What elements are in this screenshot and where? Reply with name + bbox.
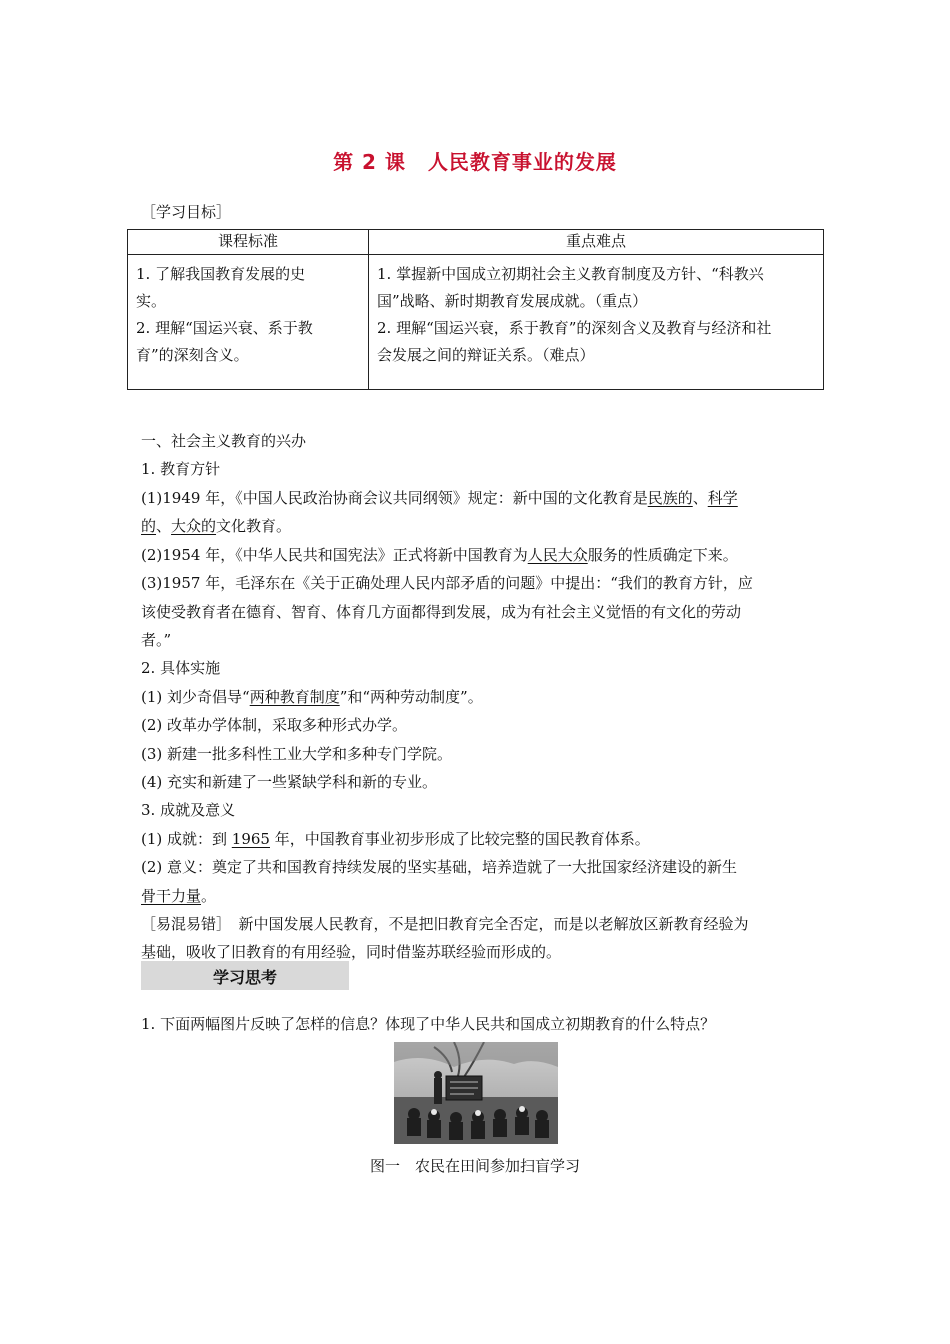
achievement-item: (1) 成就：到 1965 年，中国教育事业初步形成了比较完整的国民教育体系。 <box>141 830 650 848</box>
paragraph-1949: (1)1949 年，《中国人民政治协商会议共同纲领》规定：新中国的文化教育是民族的、科学 <box>141 489 738 507</box>
paragraph-1957-l1: (3)1957 年，毛泽东在《关于正确处理人民内部矛盾的问题》中提出：“我们的教育方针，应 <box>141 574 753 592</box>
section-heading: 一、社会主义教育的兴办 <box>141 432 307 450</box>
note-l1: ［易混易错］ 新中国发展人民教育，不是把旧教育完全否定，而是以老解放区新教育经验为 <box>141 915 749 933</box>
impl-item-4: (4) 充实和新建了一些紧缺学科和新的专业。 <box>141 773 438 791</box>
paragraph-1957-l2: 该使受教育者在德育、智育、体育几方面都得到发展，成为有社会主义觉悟的有文化的劳动 <box>141 603 742 621</box>
key-points-line: 1. 掌握新中国成立初期社会主义教育制度及方针、“科教兴 <box>377 265 764 283</box>
header-key-points: 重点难点 <box>369 230 824 255</box>
key-points-line: 会发展之间的辩证关系。（难点） <box>377 346 595 364</box>
course-standard-line: 实。 <box>136 292 167 310</box>
subheading-achievements: 3. 成就及意义 <box>141 801 236 819</box>
significance-l1: (2) 意义：奠定了共和国教育持续发展的坚实基础，培养造就了一大批国家经济建设的新生 <box>141 858 738 876</box>
key-points-line: 国”战略、新时期教育发展成就。（重点） <box>377 292 648 310</box>
paragraph-1949-cont: 的、大众的文化教育。 <box>141 517 292 535</box>
key-points-cell <box>369 255 824 390</box>
course-standard-line: 育”的深刻含义。 <box>136 346 249 364</box>
page-title: 第 2 课 人民教育事业的发展 <box>333 150 617 174</box>
paragraph-1954: (2)1954 年，《中华人民共和国宪法》正式将新中国教育为人民大众服务的性质确定下来。 <box>141 546 738 564</box>
paragraph-1957-l3: 者。” <box>141 631 172 649</box>
impl-item-1: (1) 刘少奇倡导“两种教育制度”和“两种劳动制度”。 <box>141 688 483 706</box>
study-banner-label: 学习思考 <box>212 968 277 987</box>
impl-item-2: (2) 改革办学体制，采取多种形式办学。 <box>141 716 408 734</box>
note-l2: 基础，吸收了旧教育的有用经验，同时借鉴苏联经验而形成的。 <box>141 943 562 961</box>
study-banner <box>141 961 349 990</box>
figure-photo <box>394 1042 558 1144</box>
impl-item-3: (3) 新建一批多科性工业大学和多种专门学院。 <box>141 745 453 763</box>
significance-l2: 骨干力量。 <box>141 887 217 905</box>
course-standard-line: 1. 了解我国教育发展的史 <box>136 265 306 283</box>
course-standard-cell <box>128 255 369 390</box>
figure-caption: 图一 农民在田间参加扫盲学习 <box>369 1157 580 1175</box>
subheading-education-policy: 1. 教育方针 <box>141 460 221 478</box>
objectives-table <box>127 229 824 390</box>
course-standard-line: 2. 理解“国运兴衰、系于教 <box>136 319 313 337</box>
key-points-line: 2. 理解“国运兴衰，系于教育”的深刻含义及教育与经济和社 <box>377 319 772 337</box>
header-course-standard: 课程标准 <box>128 230 369 255</box>
objectives-label: ［学习目标］ <box>141 203 232 221</box>
question-1: 1. 下面两幅图片反映了怎样的信息？体现了中华人民共和国成立初期教育的什么特点？ <box>141 1015 716 1033</box>
subheading-implementation: 2. 具体实施 <box>141 659 221 677</box>
